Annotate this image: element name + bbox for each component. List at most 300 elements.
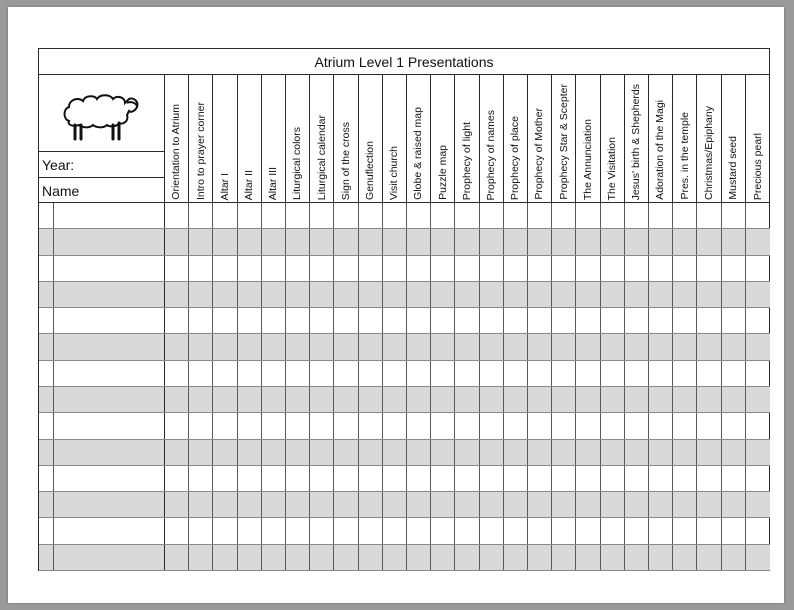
presentation-check-cell[interactable] xyxy=(746,361,770,386)
presentation-check-cell[interactable] xyxy=(238,308,262,333)
presentation-check-cell[interactable] xyxy=(238,282,262,307)
student-name-cell[interactable] xyxy=(54,518,165,543)
presentation-check-cell[interactable] xyxy=(334,256,358,281)
presentation-check-cell[interactable] xyxy=(746,308,770,333)
presentation-check-cell[interactable] xyxy=(286,518,310,543)
presentation-check-cell[interactable] xyxy=(528,282,552,307)
presentation-check-cell[interactable] xyxy=(480,256,504,281)
presentation-check-cell[interactable] xyxy=(383,440,407,465)
presentation-check-cell[interactable] xyxy=(576,203,600,228)
presentation-check-cell[interactable] xyxy=(334,203,358,228)
presentation-check-cell[interactable] xyxy=(601,440,625,465)
presentation-check-cell[interactable] xyxy=(722,308,746,333)
presentation-check-cell[interactable] xyxy=(213,545,237,570)
presentation-check-cell[interactable] xyxy=(746,203,770,228)
presentation-check-cell[interactable] xyxy=(576,545,600,570)
presentation-check-cell[interactable] xyxy=(673,466,697,491)
presentation-check-cell[interactable] xyxy=(238,334,262,359)
presentation-check-cell[interactable] xyxy=(213,466,237,491)
presentation-check-cell[interactable] xyxy=(334,466,358,491)
student-name-cell[interactable] xyxy=(54,466,165,491)
presentation-check-cell[interactable] xyxy=(165,229,189,254)
presentation-check-cell[interactable] xyxy=(431,518,455,543)
presentation-check-cell[interactable] xyxy=(262,256,286,281)
presentation-check-cell[interactable] xyxy=(165,308,189,333)
presentation-check-cell[interactable] xyxy=(673,334,697,359)
presentation-check-cell[interactable] xyxy=(262,361,286,386)
presentation-check-cell[interactable] xyxy=(722,518,746,543)
presentation-check-cell[interactable] xyxy=(286,440,310,465)
presentation-check-cell[interactable] xyxy=(649,282,673,307)
presentation-check-cell[interactable] xyxy=(213,203,237,228)
presentation-check-cell[interactable] xyxy=(480,334,504,359)
presentation-check-cell[interactable] xyxy=(552,387,576,412)
presentation-check-cell[interactable] xyxy=(455,466,479,491)
presentation-check-cell[interactable] xyxy=(673,229,697,254)
presentation-check-cell[interactable] xyxy=(213,334,237,359)
presentation-check-cell[interactable] xyxy=(722,387,746,412)
presentation-check-cell[interactable] xyxy=(407,466,431,491)
presentation-check-cell[interactable] xyxy=(431,282,455,307)
presentation-check-cell[interactable] xyxy=(431,334,455,359)
presentation-check-cell[interactable] xyxy=(649,466,673,491)
presentation-check-cell[interactable] xyxy=(359,203,383,228)
presentation-check-cell[interactable] xyxy=(625,387,649,412)
presentation-check-cell[interactable] xyxy=(746,334,770,359)
presentation-check-cell[interactable] xyxy=(504,466,528,491)
presentation-check-cell[interactable] xyxy=(407,518,431,543)
presentation-check-cell[interactable] xyxy=(359,492,383,517)
presentation-check-cell[interactable] xyxy=(504,203,528,228)
presentation-check-cell[interactable] xyxy=(576,492,600,517)
presentation-check-cell[interactable] xyxy=(213,492,237,517)
presentation-check-cell[interactable] xyxy=(407,308,431,333)
presentation-check-cell[interactable] xyxy=(286,545,310,570)
presentation-check-cell[interactable] xyxy=(310,466,334,491)
presentation-check-cell[interactable] xyxy=(213,308,237,333)
presentation-check-cell[interactable] xyxy=(238,361,262,386)
presentation-check-cell[interactable] xyxy=(238,518,262,543)
presentation-check-cell[interactable] xyxy=(286,334,310,359)
presentation-check-cell[interactable] xyxy=(359,545,383,570)
presentation-check-cell[interactable] xyxy=(576,466,600,491)
presentation-check-cell[interactable] xyxy=(359,282,383,307)
presentation-check-cell[interactable] xyxy=(528,492,552,517)
presentation-check-cell[interactable] xyxy=(334,413,358,438)
presentation-check-cell[interactable] xyxy=(383,256,407,281)
presentation-check-cell[interactable] xyxy=(238,203,262,228)
presentation-check-cell[interactable] xyxy=(673,308,697,333)
presentation-check-cell[interactable] xyxy=(625,440,649,465)
presentation-check-cell[interactable] xyxy=(407,361,431,386)
presentation-check-cell[interactable] xyxy=(359,229,383,254)
presentation-check-cell[interactable] xyxy=(383,492,407,517)
presentation-check-cell[interactable] xyxy=(407,334,431,359)
presentation-check-cell[interactable] xyxy=(601,282,625,307)
presentation-check-cell[interactable] xyxy=(383,229,407,254)
presentation-check-cell[interactable] xyxy=(238,413,262,438)
presentation-check-cell[interactable] xyxy=(649,413,673,438)
presentation-check-cell[interactable] xyxy=(722,282,746,307)
row-number-cell[interactable] xyxy=(39,203,54,228)
presentation-check-cell[interactable] xyxy=(310,229,334,254)
presentation-check-cell[interactable] xyxy=(407,282,431,307)
presentation-check-cell[interactable] xyxy=(697,308,721,333)
presentation-check-cell[interactable] xyxy=(625,203,649,228)
row-number-cell[interactable] xyxy=(39,440,54,465)
presentation-check-cell[interactable] xyxy=(480,545,504,570)
row-number-cell[interactable] xyxy=(39,308,54,333)
presentation-check-cell[interactable] xyxy=(262,334,286,359)
presentation-check-cell[interactable] xyxy=(165,492,189,517)
presentation-check-cell[interactable] xyxy=(697,229,721,254)
presentation-check-cell[interactable] xyxy=(480,203,504,228)
presentation-check-cell[interactable] xyxy=(165,256,189,281)
year-field[interactable]: Year: xyxy=(39,151,165,177)
presentation-check-cell[interactable] xyxy=(552,413,576,438)
presentation-check-cell[interactable] xyxy=(431,466,455,491)
presentation-check-cell[interactable] xyxy=(455,518,479,543)
presentation-check-cell[interactable] xyxy=(310,282,334,307)
presentation-check-cell[interactable] xyxy=(746,545,770,570)
presentation-check-cell[interactable] xyxy=(480,308,504,333)
presentation-check-cell[interactable] xyxy=(383,387,407,412)
presentation-check-cell[interactable] xyxy=(504,545,528,570)
presentation-check-cell[interactable] xyxy=(383,545,407,570)
presentation-check-cell[interactable] xyxy=(383,413,407,438)
presentation-check-cell[interactable] xyxy=(310,361,334,386)
presentation-check-cell[interactable] xyxy=(504,229,528,254)
presentation-check-cell[interactable] xyxy=(189,308,213,333)
presentation-check-cell[interactable] xyxy=(165,282,189,307)
presentation-check-cell[interactable] xyxy=(286,308,310,333)
presentation-check-cell[interactable] xyxy=(625,334,649,359)
presentation-check-cell[interactable] xyxy=(213,229,237,254)
presentation-check-cell[interactable] xyxy=(286,387,310,412)
presentation-check-cell[interactable] xyxy=(722,361,746,386)
presentation-check-cell[interactable] xyxy=(310,308,334,333)
presentation-check-cell[interactable] xyxy=(552,545,576,570)
presentation-check-cell[interactable] xyxy=(238,545,262,570)
presentation-check-cell[interactable] xyxy=(310,387,334,412)
presentation-check-cell[interactable] xyxy=(455,256,479,281)
presentation-check-cell[interactable] xyxy=(431,413,455,438)
presentation-check-cell[interactable] xyxy=(407,256,431,281)
presentation-check-cell[interactable] xyxy=(262,545,286,570)
presentation-check-cell[interactable] xyxy=(165,361,189,386)
presentation-check-cell[interactable] xyxy=(334,282,358,307)
presentation-check-cell[interactable] xyxy=(480,361,504,386)
presentation-check-cell[interactable] xyxy=(286,229,310,254)
presentation-check-cell[interactable] xyxy=(649,334,673,359)
presentation-check-cell[interactable] xyxy=(697,466,721,491)
student-name-cell[interactable] xyxy=(54,413,165,438)
presentation-check-cell[interactable] xyxy=(576,387,600,412)
presentation-check-cell[interactable] xyxy=(673,256,697,281)
presentation-check-cell[interactable] xyxy=(262,387,286,412)
presentation-check-cell[interactable] xyxy=(213,387,237,412)
presentation-check-cell[interactable] xyxy=(601,308,625,333)
presentation-check-cell[interactable] xyxy=(552,518,576,543)
presentation-check-cell[interactable] xyxy=(552,282,576,307)
presentation-check-cell[interactable] xyxy=(528,203,552,228)
presentation-check-cell[interactable] xyxy=(455,282,479,307)
presentation-check-cell[interactable] xyxy=(576,256,600,281)
presentation-check-cell[interactable] xyxy=(262,440,286,465)
presentation-check-cell[interactable] xyxy=(625,518,649,543)
row-number-cell[interactable] xyxy=(39,413,54,438)
presentation-check-cell[interactable] xyxy=(697,387,721,412)
presentation-check-cell[interactable] xyxy=(189,492,213,517)
presentation-check-cell[interactable] xyxy=(431,256,455,281)
presentation-check-cell[interactable] xyxy=(262,282,286,307)
presentation-check-cell[interactable] xyxy=(576,361,600,386)
presentation-check-cell[interactable] xyxy=(286,413,310,438)
presentation-check-cell[interactable] xyxy=(383,361,407,386)
presentation-check-cell[interactable] xyxy=(576,229,600,254)
presentation-check-cell[interactable] xyxy=(238,466,262,491)
presentation-check-cell[interactable] xyxy=(528,545,552,570)
presentation-check-cell[interactable] xyxy=(601,518,625,543)
presentation-check-cell[interactable] xyxy=(504,308,528,333)
presentation-check-cell[interactable] xyxy=(407,440,431,465)
student-name-cell[interactable] xyxy=(54,256,165,281)
presentation-check-cell[interactable] xyxy=(746,518,770,543)
presentation-check-cell[interactable] xyxy=(649,256,673,281)
presentation-check-cell[interactable] xyxy=(334,387,358,412)
presentation-check-cell[interactable] xyxy=(722,334,746,359)
presentation-check-cell[interactable] xyxy=(359,466,383,491)
presentation-check-cell[interactable] xyxy=(625,492,649,517)
presentation-check-cell[interactable] xyxy=(528,308,552,333)
presentation-check-cell[interactable] xyxy=(165,413,189,438)
presentation-check-cell[interactable] xyxy=(455,413,479,438)
presentation-check-cell[interactable] xyxy=(383,334,407,359)
presentation-check-cell[interactable] xyxy=(697,282,721,307)
presentation-check-cell[interactable] xyxy=(310,256,334,281)
presentation-check-cell[interactable] xyxy=(238,492,262,517)
presentation-check-cell[interactable] xyxy=(722,466,746,491)
presentation-check-cell[interactable] xyxy=(504,256,528,281)
presentation-check-cell[interactable] xyxy=(601,545,625,570)
presentation-check-cell[interactable] xyxy=(455,229,479,254)
presentation-check-cell[interactable] xyxy=(504,518,528,543)
presentation-check-cell[interactable] xyxy=(528,518,552,543)
presentation-check-cell[interactable] xyxy=(262,413,286,438)
presentation-check-cell[interactable] xyxy=(697,413,721,438)
presentation-check-cell[interactable] xyxy=(625,282,649,307)
presentation-check-cell[interactable] xyxy=(383,518,407,543)
presentation-check-cell[interactable] xyxy=(504,334,528,359)
presentation-check-cell[interactable] xyxy=(528,256,552,281)
presentation-check-cell[interactable] xyxy=(334,308,358,333)
presentation-check-cell[interactable] xyxy=(407,492,431,517)
presentation-check-cell[interactable] xyxy=(480,387,504,412)
presentation-check-cell[interactable] xyxy=(310,545,334,570)
presentation-check-cell[interactable] xyxy=(262,308,286,333)
presentation-check-cell[interactable] xyxy=(625,413,649,438)
presentation-check-cell[interactable] xyxy=(746,413,770,438)
presentation-check-cell[interactable] xyxy=(697,440,721,465)
presentation-check-cell[interactable] xyxy=(625,308,649,333)
row-number-cell[interactable] xyxy=(39,492,54,517)
presentation-check-cell[interactable] xyxy=(552,308,576,333)
presentation-check-cell[interactable] xyxy=(238,440,262,465)
row-number-cell[interactable] xyxy=(39,518,54,543)
student-name-cell[interactable] xyxy=(54,282,165,307)
presentation-check-cell[interactable] xyxy=(746,387,770,412)
presentation-check-cell[interactable] xyxy=(504,440,528,465)
presentation-check-cell[interactable] xyxy=(649,492,673,517)
presentation-check-cell[interactable] xyxy=(359,387,383,412)
presentation-check-cell[interactable] xyxy=(189,334,213,359)
presentation-check-cell[interactable] xyxy=(213,518,237,543)
presentation-check-cell[interactable] xyxy=(504,361,528,386)
presentation-check-cell[interactable] xyxy=(189,545,213,570)
presentation-check-cell[interactable] xyxy=(383,466,407,491)
presentation-check-cell[interactable] xyxy=(238,387,262,412)
presentation-check-cell[interactable] xyxy=(528,387,552,412)
presentation-check-cell[interactable] xyxy=(334,492,358,517)
presentation-check-cell[interactable] xyxy=(697,203,721,228)
presentation-check-cell[interactable] xyxy=(480,518,504,543)
presentation-check-cell[interactable] xyxy=(455,308,479,333)
presentation-check-cell[interactable] xyxy=(576,413,600,438)
presentation-check-cell[interactable] xyxy=(649,440,673,465)
presentation-check-cell[interactable] xyxy=(310,492,334,517)
presentation-check-cell[interactable] xyxy=(334,334,358,359)
presentation-check-cell[interactable] xyxy=(189,387,213,412)
presentation-check-cell[interactable] xyxy=(552,203,576,228)
presentation-check-cell[interactable] xyxy=(552,256,576,281)
row-number-cell[interactable] xyxy=(39,256,54,281)
presentation-check-cell[interactable] xyxy=(165,545,189,570)
presentation-check-cell[interactable] xyxy=(189,229,213,254)
presentation-check-cell[interactable] xyxy=(310,334,334,359)
row-number-cell[interactable] xyxy=(39,545,54,570)
presentation-check-cell[interactable] xyxy=(165,466,189,491)
presentation-check-cell[interactable] xyxy=(746,229,770,254)
presentation-check-cell[interactable] xyxy=(238,229,262,254)
presentation-check-cell[interactable] xyxy=(286,282,310,307)
presentation-check-cell[interactable] xyxy=(504,413,528,438)
presentation-check-cell[interactable] xyxy=(673,361,697,386)
presentation-check-cell[interactable] xyxy=(407,387,431,412)
student-name-cell[interactable] xyxy=(54,361,165,386)
presentation-check-cell[interactable] xyxy=(601,492,625,517)
presentation-check-cell[interactable] xyxy=(407,229,431,254)
presentation-check-cell[interactable] xyxy=(673,282,697,307)
row-number-cell[interactable] xyxy=(39,334,54,359)
presentation-check-cell[interactable] xyxy=(528,229,552,254)
presentation-check-cell[interactable] xyxy=(310,203,334,228)
student-name-cell[interactable] xyxy=(54,229,165,254)
presentation-check-cell[interactable] xyxy=(673,545,697,570)
presentation-check-cell[interactable] xyxy=(601,361,625,386)
presentation-check-cell[interactable] xyxy=(359,334,383,359)
presentation-check-cell[interactable] xyxy=(310,518,334,543)
student-name-cell[interactable] xyxy=(54,203,165,228)
presentation-check-cell[interactable] xyxy=(262,492,286,517)
presentation-check-cell[interactable] xyxy=(431,492,455,517)
presentation-check-cell[interactable] xyxy=(746,282,770,307)
student-name-cell[interactable] xyxy=(54,492,165,517)
presentation-check-cell[interactable] xyxy=(649,229,673,254)
presentation-check-cell[interactable] xyxy=(528,334,552,359)
presentation-check-cell[interactable] xyxy=(189,413,213,438)
presentation-check-cell[interactable] xyxy=(552,229,576,254)
presentation-check-cell[interactable] xyxy=(213,413,237,438)
presentation-check-cell[interactable] xyxy=(359,361,383,386)
presentation-check-cell[interactable] xyxy=(165,387,189,412)
presentation-check-cell[interactable] xyxy=(455,492,479,517)
student-name-cell[interactable] xyxy=(54,387,165,412)
presentation-check-cell[interactable] xyxy=(746,466,770,491)
presentation-check-cell[interactable] xyxy=(697,492,721,517)
presentation-check-cell[interactable] xyxy=(697,545,721,570)
presentation-check-cell[interactable] xyxy=(576,440,600,465)
presentation-check-cell[interactable] xyxy=(383,308,407,333)
presentation-check-cell[interactable] xyxy=(310,440,334,465)
presentation-check-cell[interactable] xyxy=(359,413,383,438)
presentation-check-cell[interactable] xyxy=(480,282,504,307)
presentation-check-cell[interactable] xyxy=(722,545,746,570)
presentation-check-cell[interactable] xyxy=(625,361,649,386)
presentation-check-cell[interactable] xyxy=(480,440,504,465)
row-number-cell[interactable] xyxy=(39,361,54,386)
presentation-check-cell[interactable] xyxy=(189,203,213,228)
presentation-check-cell[interactable] xyxy=(213,361,237,386)
presentation-check-cell[interactable] xyxy=(334,440,358,465)
presentation-check-cell[interactable] xyxy=(310,413,334,438)
presentation-check-cell[interactable] xyxy=(189,361,213,386)
presentation-check-cell[interactable] xyxy=(431,361,455,386)
presentation-check-cell[interactable] xyxy=(601,413,625,438)
presentation-check-cell[interactable] xyxy=(746,440,770,465)
presentation-check-cell[interactable] xyxy=(649,203,673,228)
presentation-check-cell[interactable] xyxy=(455,203,479,228)
presentation-check-cell[interactable] xyxy=(601,229,625,254)
presentation-check-cell[interactable] xyxy=(189,440,213,465)
presentation-check-cell[interactable] xyxy=(649,545,673,570)
presentation-check-cell[interactable] xyxy=(480,413,504,438)
presentation-check-cell[interactable] xyxy=(431,203,455,228)
presentation-check-cell[interactable] xyxy=(576,334,600,359)
presentation-check-cell[interactable] xyxy=(431,545,455,570)
presentation-check-cell[interactable] xyxy=(286,361,310,386)
presentation-check-cell[interactable] xyxy=(334,518,358,543)
presentation-check-cell[interactable] xyxy=(625,229,649,254)
presentation-check-cell[interactable] xyxy=(286,256,310,281)
row-number-cell[interactable] xyxy=(39,466,54,491)
presentation-check-cell[interactable] xyxy=(213,282,237,307)
presentation-check-cell[interactable] xyxy=(213,256,237,281)
row-number-cell[interactable] xyxy=(39,229,54,254)
presentation-check-cell[interactable] xyxy=(673,518,697,543)
presentation-check-cell[interactable] xyxy=(262,203,286,228)
presentation-check-cell[interactable] xyxy=(334,545,358,570)
presentation-check-cell[interactable] xyxy=(262,518,286,543)
presentation-check-cell[interactable] xyxy=(383,203,407,228)
presentation-check-cell[interactable] xyxy=(455,334,479,359)
presentation-check-cell[interactable] xyxy=(189,466,213,491)
presentation-check-cell[interactable] xyxy=(455,387,479,412)
presentation-check-cell[interactable] xyxy=(383,282,407,307)
presentation-check-cell[interactable] xyxy=(504,387,528,412)
presentation-check-cell[interactable] xyxy=(722,229,746,254)
presentation-check-cell[interactable] xyxy=(576,518,600,543)
presentation-check-cell[interactable] xyxy=(601,466,625,491)
